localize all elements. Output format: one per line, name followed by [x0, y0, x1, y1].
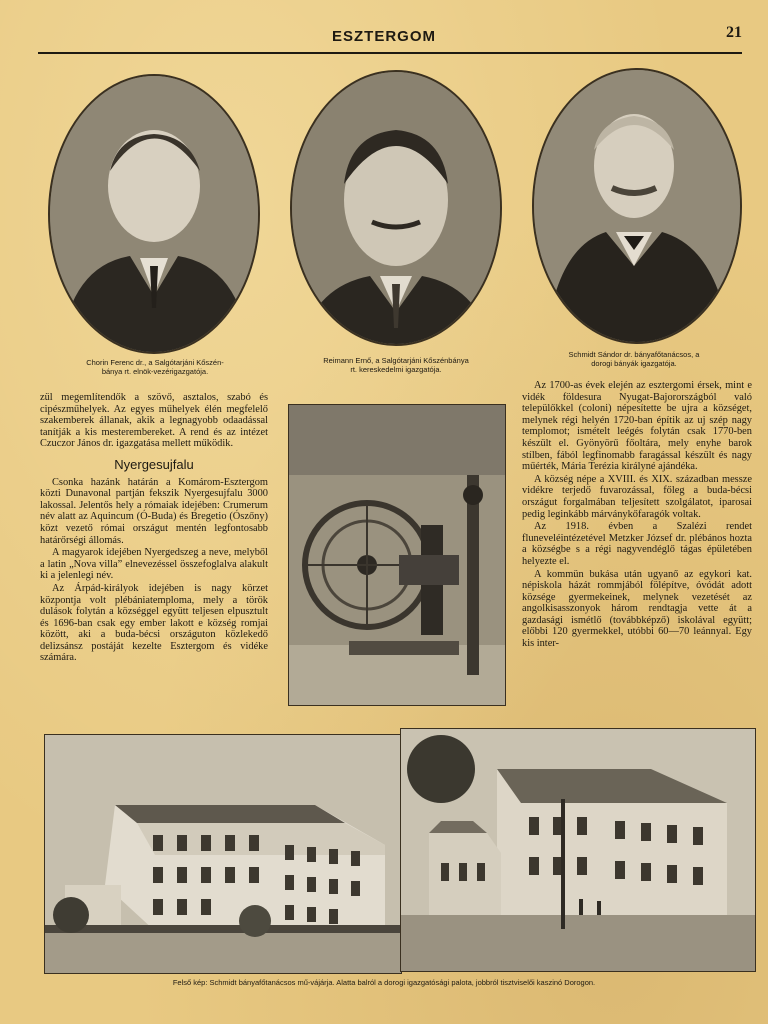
right-paragraph-3: Az 1918. évben a Szalézi rendet fluneveléintézetével Metzker József dr. plébános hozta a községbe s a régi nagyvendéglő tágas épületében helyezte el.: [522, 521, 752, 567]
portrait-caption-1-line1: Chorin Ferenc dr., a Salgótarjáni Kőszén-: [86, 358, 224, 367]
portrait-caption-3: [526, 350, 742, 368]
right-paragraph-4: A kommün bukása után ugyanő az egykori kat. népiskola házát rommjából fölépítve, óvódát adott községe gyermekeinek, melynek vezetését az angolkisasszonyok három rendtagja vette át a gazdasági ismétlő (továbbképző) iskolával együtt; előbbi 120 gyermekkel, utóbbi 60—70 leánnyal. Egy kis inter-: [522, 568, 752, 650]
left-paragraph-1: Csonka hazánk határán a Komárom-Esztergom közti Dunavonal partján fekszik Nyergesujfalu 3000 lakossal. Jelentős hely a rómaiak idejében: Crumerum név alatt az Aquincum (Ó-Buda) és Bregetio (Ószőny) közt vezető római országut mentén legfontosabb határőrségi állomás.: [40, 476, 268, 546]
header-divider: [38, 52, 742, 54]
photo-dorog-officials-casino: [400, 728, 756, 972]
right-text-column: [522, 380, 752, 651]
portrait-schmidt-sandor: [532, 68, 742, 344]
bottom-photo-caption: Felső kép: Schmidt bányafőtanácsos mű-vájárja. Alatta balról a dorogi igazgatósági palota, jobbról tisztviselői kaszinó Dorogon.: [172, 978, 596, 987]
officials-casino-image: [401, 729, 755, 971]
left-text-column: [40, 392, 268, 665]
portrait-caption-1: [48, 358, 262, 376]
left-paragraph-2: A magyarok idejében Nyergedszeg a neve, melyből a latin „Nova villa” elnevezéssel összefoglalva alakult ki a jelenlegi név.: [40, 547, 268, 582]
section-heading-nyergesujfalu: Nyergesujfalu: [114, 456, 194, 472]
left-intro-paragraph: zül megemlítendők a szövő, asztalos, szabó és cipészműhelyek. Az egyes műhelyek élén megfelelő szakemberek állanak, akik a legnagyobb odaadással tanítják a kis mesterembereket. A rend és az intézet Czuczor János dr. igazgatása mellett működik.: [40, 392, 268, 450]
portrait-caption-1-line2: bánya rt. elnök-vezérigazgatója.: [101, 367, 209, 376]
portrait-photo-1: [50, 76, 258, 352]
portrait-reimann-erno: [290, 70, 502, 346]
portrait-caption-2-line1: Reimann Ernő, a Salgótarjáni Kőszénbánya: [323, 356, 469, 365]
portrait-chorin-ferenc: [48, 74, 260, 354]
portrait-caption-2: [286, 356, 506, 374]
portrait-caption-3-line2: dorogi bányák igazgatója.: [591, 359, 677, 368]
portrait-caption-3-line1: Schmidt Sándor dr. bányafőtanácsos, a: [568, 350, 700, 359]
photo-dorog-directorate-palace: [44, 734, 402, 974]
portrait-caption-2-line2: rt. kereskedelmi igazgatója.: [350, 365, 442, 374]
page-number: 21: [726, 24, 742, 41]
portrait-photo-2: [292, 72, 500, 344]
left-paragraph-3: Az Árpád-királyok idejében is nagy körzet központja volt plébániatemploma, mely a török dulások folytán a községgel együtt teljesen elpusztult és 1696-ban csak egy ember lakott e község romjai között, aki a buda-bécsi országuton közlekedő delizsánsz postáját kezelte Esztergom és vidéke számára.: [40, 582, 268, 664]
photo-mining-machine: [288, 404, 506, 706]
portrait-photo-3: [534, 70, 740, 342]
directorate-palace-image: [45, 735, 401, 973]
right-paragraph-1: Az 1700-as évek elején az esztergomi érsek, mint e vidék földesura Nyugat-Bajorországból való települőkkel (coloni) népesítette be ujra a községet, melynek régi helyén 1720-ban építik az uj szép nagy templomot; ismételt leégés folytán csak 1770-ben készült el. Gyönyörű főoltára, mely enyhe barok stílben, fából legfinomabb faragással készült és nagy műérték, Mária Terézia királyné ajándéka.: [522, 380, 752, 473]
page-title: ESZTERGOM: [331, 28, 436, 45]
right-paragraph-2: A község népe a XVIII. és XIX. században messze vidékre terjedő fuvarozással, főleg a buda-bécsi országut forgalmában teljesített szolgálatot, iparosai pedig leginkább márványkőfaragók voltak.: [522, 473, 752, 520]
machine-photo-image: [289, 405, 505, 705]
